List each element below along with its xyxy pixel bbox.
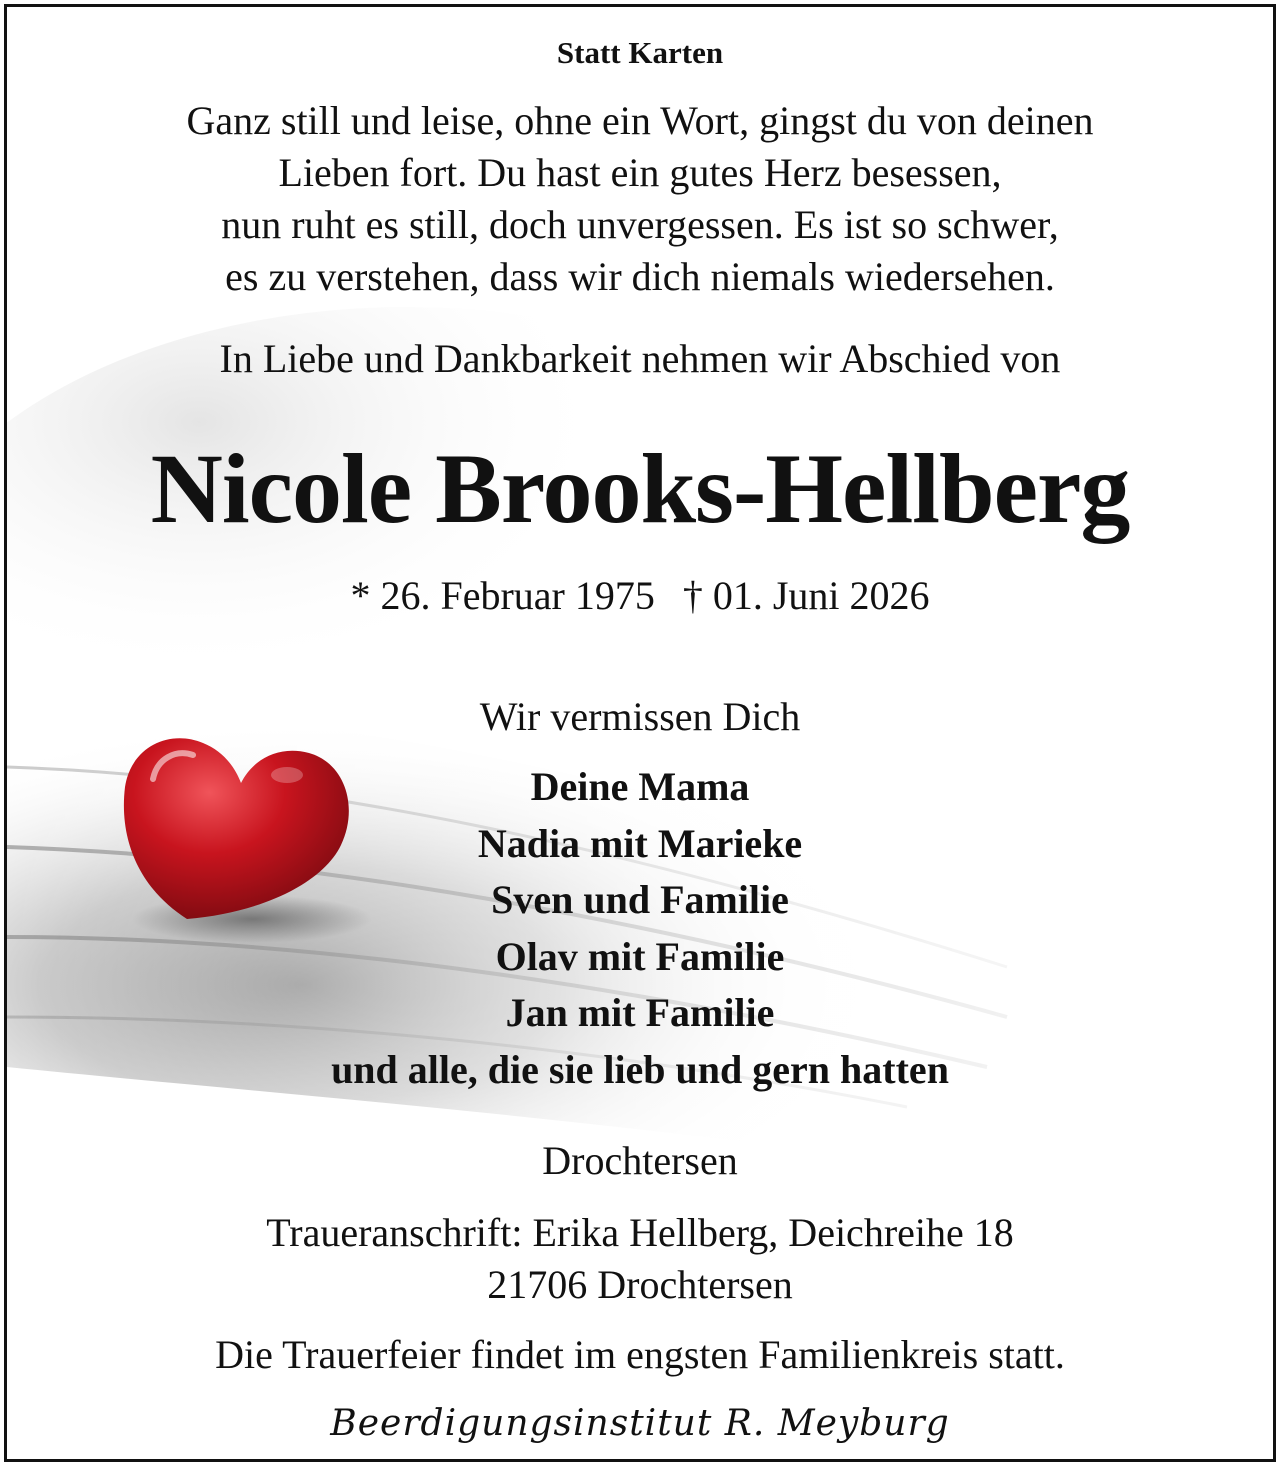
- mourner-line: Jan mit Familie: [505, 990, 775, 1035]
- ceremony-note: Die Trauerfeier findet im engsten Familienkreis statt.: [215, 1332, 1065, 1377]
- mourner-line: Nadia mit Marieke: [477, 820, 803, 866]
- mourner-line: Olav mit Familie: [495, 933, 785, 979]
- poem: [7, 95, 1273, 303]
- address-line: Traueranschrift: Erika Hellberg, Deichreihe 18: [266, 1210, 1014, 1255]
- mourner-line: Deine Mama: [530, 764, 750, 809]
- miss-line: Wir vermissen Dich: [479, 694, 801, 739]
- farewell-intro: In Liebe und Dankbarkeit nehmen wir Abschied von: [219, 336, 1061, 381]
- mourning-address: [7, 1207, 1273, 1311]
- funeral-home-signature: Beerdigungsinstitut R. Meyburg: [330, 1403, 950, 1444]
- address-line: 21706 Drochtersen: [487, 1262, 793, 1307]
- life-dates: [7, 572, 1273, 619]
- poem-line: es zu verstehen, dass wir dich niemals wiedersehen.: [225, 254, 1055, 299]
- header-statt-karten: Statt Karten: [556, 35, 724, 70]
- mourner-line: und alle, die sie lieb und gern hatten: [331, 1046, 949, 1092]
- poem-line: Lieben fort. Du hast ein gutes Herz besessen,: [278, 150, 1002, 195]
- death-date: † 01. Juni 2026: [682, 573, 930, 618]
- deceased-name: Nicole Brooks-Hellberg: [150, 433, 1130, 544]
- place: Drochtersen: [542, 1138, 738, 1183]
- birth-date: * 26. Februar 1975: [350, 573, 655, 618]
- obituary-notice: [4, 4, 1276, 1462]
- poem-line: Ganz still und leise, ohne ein Wort, gingst du von deinen: [186, 98, 1094, 143]
- mourner-line: Sven und Familie: [491, 877, 789, 922]
- mourners-list: [7, 759, 1273, 1098]
- poem-line: nun ruht es still, doch unvergessen. Es ist so schwer,: [221, 202, 1059, 247]
